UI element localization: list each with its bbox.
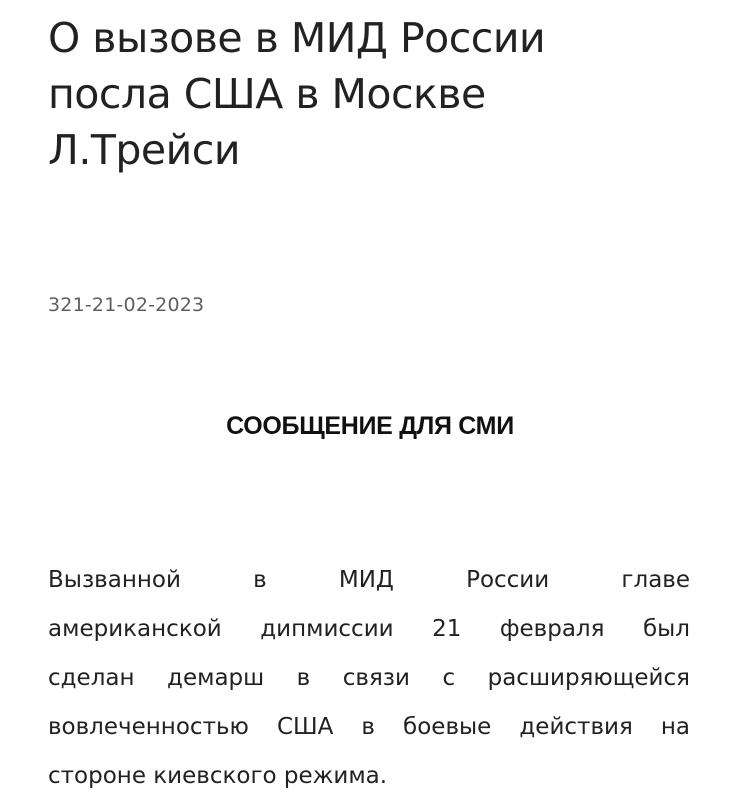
article-body xyxy=(48,556,690,801)
body-line: вовлеченностью США в боевые действия на xyxy=(48,714,690,740)
title-line: посла США в Москве xyxy=(48,70,486,118)
document-number: 321-21-02-2023 xyxy=(48,294,205,316)
body-line: Вызванной в МИД России главе xyxy=(48,567,690,593)
article xyxy=(48,0,692,789)
title-line: О вызове в МИД России xyxy=(48,14,546,62)
body-line: стороне киевского режима. xyxy=(48,763,388,789)
press-release-heading: СООБЩЕНИЕ ДЛЯ СМИ xyxy=(226,412,514,440)
title-line: Л.Трейси xyxy=(48,126,240,174)
page-title xyxy=(48,0,692,178)
body-line: сделан демарш в связи с расширяющейся xyxy=(48,665,690,691)
body-line: американской дипмиссии 21 февраля был xyxy=(48,616,690,642)
